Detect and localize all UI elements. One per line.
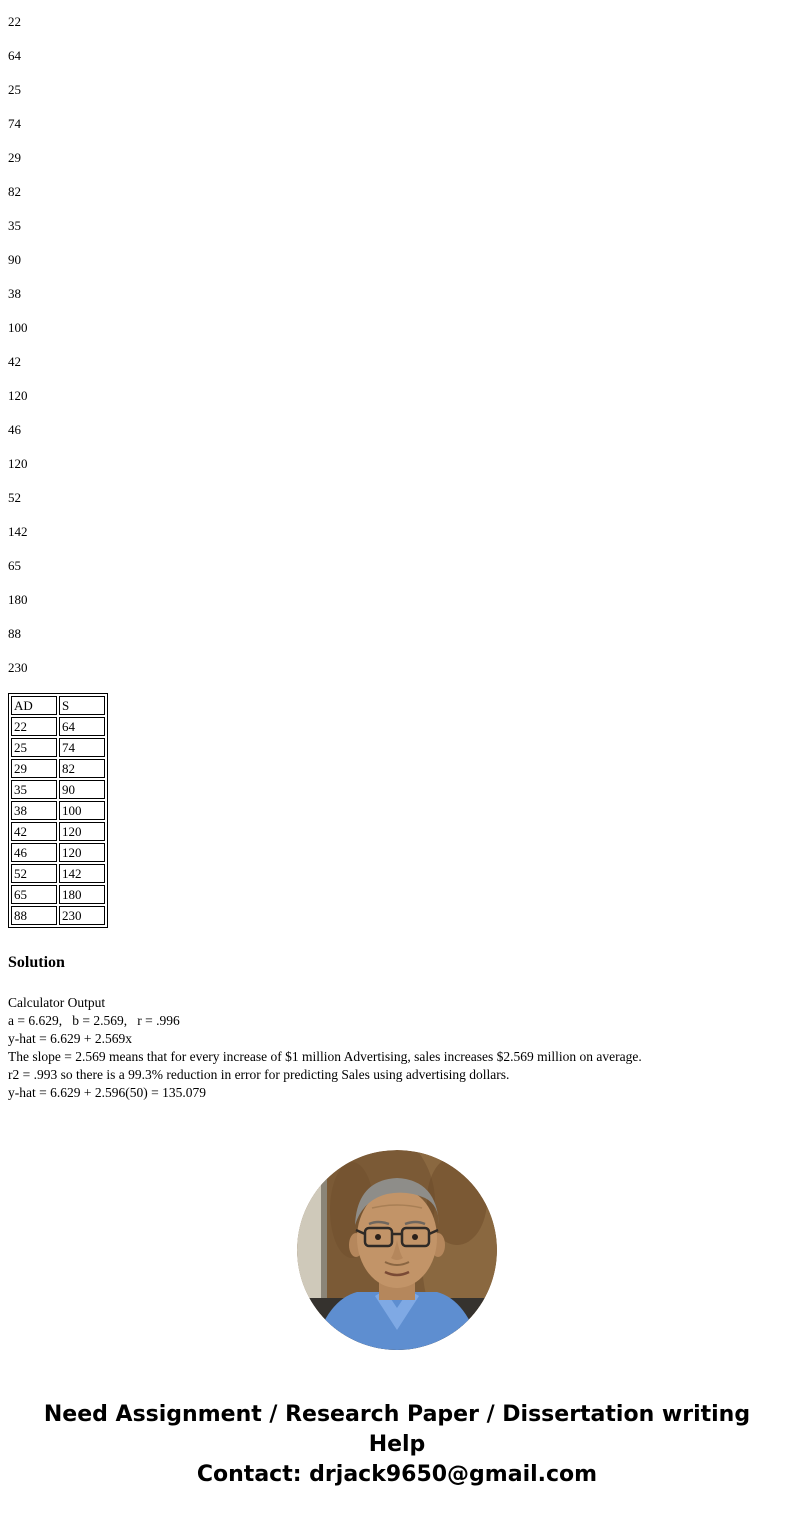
table-cell: 74: [59, 738, 105, 757]
footer-contact-email: Contact: drjack9650@gmail.com: [196, 1462, 598, 1487]
table-cell: 65: [11, 885, 57, 904]
table-cell: 180: [59, 885, 105, 904]
ad-sales-table: [8, 693, 108, 928]
number-line: 46: [8, 422, 21, 437]
number-line: 82: [8, 184, 21, 199]
calculator-output: [8, 994, 786, 1102]
tutor-avatar: [297, 1150, 497, 1350]
number-line: 230: [8, 660, 28, 675]
tutor-photo-illustration: [297, 1150, 497, 1350]
table-cell: 142: [59, 864, 105, 883]
table-cell: 88: [11, 906, 57, 925]
table-header-cell: S: [59, 696, 105, 715]
table-cell: 46: [11, 843, 57, 862]
number-line: 90: [8, 252, 21, 267]
table-row: [11, 906, 105, 925]
number-line: 35: [8, 218, 21, 233]
table-row: [11, 801, 105, 820]
table-row: [11, 717, 105, 736]
number-line: 64: [8, 48, 21, 63]
table-cell: 82: [59, 759, 105, 778]
number-line: 120: [8, 456, 28, 471]
footer: [8, 1400, 786, 1490]
table-cell: 90: [59, 780, 105, 799]
number-line: 22: [8, 14, 21, 29]
solution-heading: Solution: [8, 954, 65, 971]
table-cell: 22: [11, 717, 57, 736]
table-cell: 100: [59, 801, 105, 820]
solution-line: y-hat = 6.629 + 2.569x: [8, 1031, 132, 1046]
table-cell: 38: [11, 801, 57, 820]
table-row: [11, 864, 105, 883]
number-line: 25: [8, 82, 21, 97]
table-cell: 120: [59, 843, 105, 862]
number-line: 180: [8, 592, 28, 607]
number-line: 65: [8, 558, 21, 573]
table-header-row: [11, 696, 105, 715]
table-cell: 35: [11, 780, 57, 799]
number-list: [8, 5, 786, 685]
solution-line: The slope = 2.569 means that for every increase of $1 million Advertising, sales increases $2.569 million on average.: [8, 1049, 642, 1064]
table-cell: 25: [11, 738, 57, 757]
table-cell: 52: [11, 864, 57, 883]
number-line: 88: [8, 626, 21, 641]
table-row: [11, 885, 105, 904]
table-row: [11, 843, 105, 862]
avatar-wrap: [8, 1150, 786, 1350]
table-cell: 42: [11, 822, 57, 841]
number-line: 38: [8, 286, 21, 301]
number-line: 29: [8, 150, 21, 165]
footer-help-text: Need Assignment / Research Paper / Dissertation writing Help: [43, 1402, 751, 1457]
number-line: 142: [8, 524, 28, 539]
table-row: [11, 759, 105, 778]
table-cell: 64: [59, 717, 105, 736]
table-header-cell: AD: [11, 696, 57, 715]
solution-line: y-hat = 6.629 + 2.596(50) = 135.079: [8, 1085, 206, 1100]
number-line: 100: [8, 320, 28, 335]
number-line: 120: [8, 388, 28, 403]
table-cell: 120: [59, 822, 105, 841]
number-line: 42: [8, 354, 21, 369]
table-row: [11, 780, 105, 799]
solution-line: Calculator Output: [8, 995, 106, 1010]
table-cell: 29: [11, 759, 57, 778]
ad-sales-table-body: [11, 696, 105, 925]
solution-line: a = 6.629, b = 2.569, r = .996: [8, 1013, 180, 1028]
number-line: 52: [8, 490, 21, 505]
table-cell: 230: [59, 906, 105, 925]
solution-line: r2 = .993 so there is a 99.3% reduction in error for predicting Sales using advertising dollars.: [8, 1067, 510, 1082]
table-row: [11, 738, 105, 757]
table-row: [11, 822, 105, 841]
number-line: 74: [8, 116, 21, 131]
